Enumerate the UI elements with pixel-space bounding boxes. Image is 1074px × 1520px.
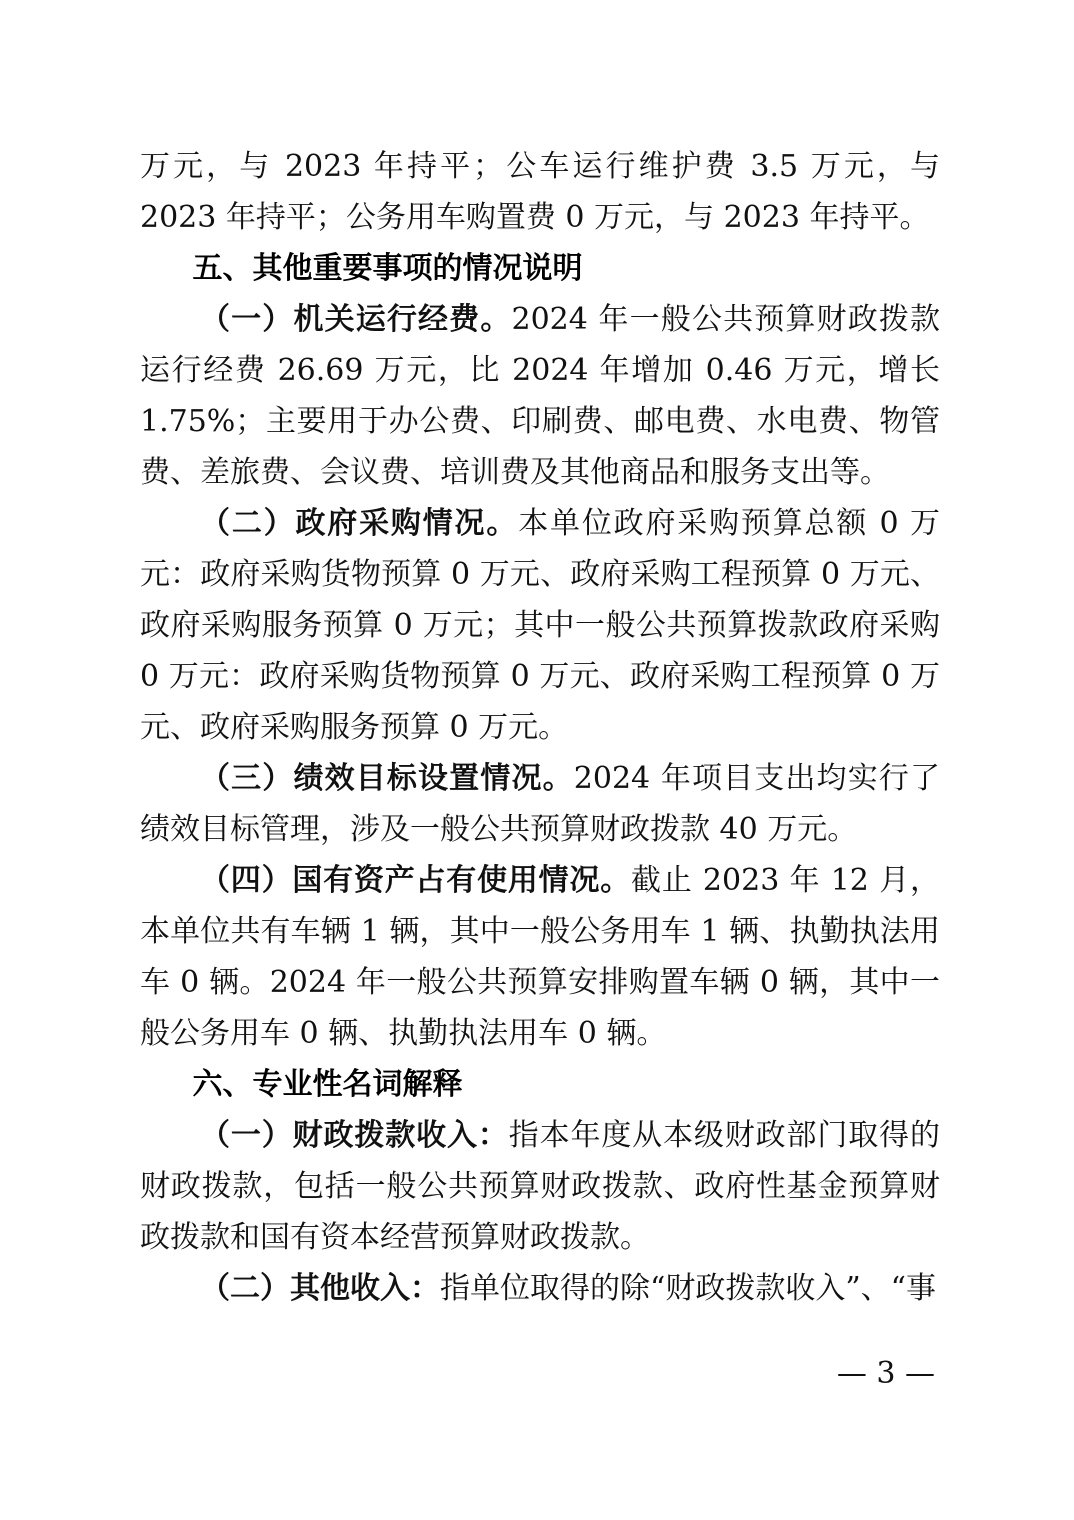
- section5-item-1-lead: （一）机关运行经费。: [200, 302, 512, 337]
- section6-item-1-lead: （一）财政拨款收入：: [200, 1118, 509, 1153]
- section5-item-2-body: 本单位政府采购预算总额 0 万元：政府采购货物预算 0 万元、政府采购工程预算 0 万元、政府采购服务预算 0 万元；其中一般公共预算拨款政府采购 0 万元：政府采购货物预算 0 万元、政府采购工程预算 0 万元、政府采购服务预算 0 万元。: [140, 506, 940, 745]
- section5-item-2-lead: （二）政府采购情况。: [200, 506, 519, 541]
- section-5-heading: 五、其他重要事项的情况说明: [192, 251, 583, 286]
- section-6-heading: 六、专业性名词解释: [192, 1067, 463, 1102]
- section5-item-1-body: 2024 年一般公共预算财政拨款运行经费 26.69 万元，比 2024 年增加 0.46 万元，增长 1.75%；主要用于办公费、印刷费、邮电费、水电费、物管费、差旅费、会议费、培训费及其他商品和服务支出等。: [140, 302, 940, 490]
- section6-item-2: [140, 1263, 940, 1314]
- section5-item-3-lead: （三）绩效目标设置情况。: [200, 761, 574, 796]
- section6-item-1: [140, 1110, 940, 1263]
- section5-item-3-body: 2024 年项目支出均实行了绩效目标管理，涉及一般公共预算财政拨款 40 万元。: [140, 761, 940, 847]
- section5-item-2: [140, 498, 940, 753]
- section6-item-1-body: 指本年度从本级财政部门取得的财政拨款，包括一般公共预算财政拨款、政府性基金预算财政拨款和国有资本经营预算财政拨款。: [140, 1118, 941, 1255]
- section5-item-1: [140, 294, 940, 498]
- page-number: — 3 —: [836, 1356, 935, 1391]
- section6-item-2-lead: （二）其他收入：: [200, 1271, 440, 1306]
- document-body: [140, 141, 940, 1314]
- section5-item-3: [140, 753, 940, 855]
- section5-item-4: [140, 855, 940, 1059]
- carryover-paragraph: 万元，与 2023 年持平；公车运行维护费 3.5 万元，与 2023 年持平；公务用车购置费 0 万元，与 2023 年持平。: [140, 149, 940, 235]
- section6-item-2-body: 指单位取得的除“财政拨款收入”、“事: [440, 1271, 937, 1306]
- section5-item-4-body: 截止 2023 年 12 月，本单位共有车辆 1 辆，其中一般公务用车 1 辆、执勤执法用车 0 辆。2024 年一般公共预算安排购置车辆 0 辆，其中一般公务用车 0 辆、执勤执法用车 0 辆。: [140, 863, 940, 1051]
- section5-item-4-lead: （四）国有资产占有使用情况。: [200, 863, 632, 898]
